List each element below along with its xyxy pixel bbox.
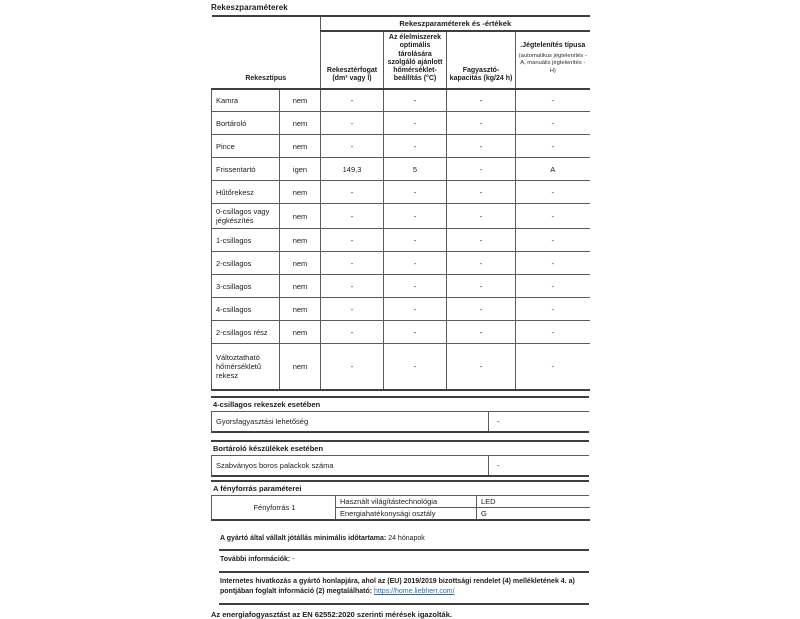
cell-value: - <box>321 344 384 390</box>
light-source-table <box>211 496 590 521</box>
page-title: Rekeszparaméterek <box>211 3 288 12</box>
cell-value: igen <box>280 158 321 181</box>
cell-value: - <box>384 275 447 298</box>
cell-value: - <box>516 321 590 344</box>
section-header: A fényforrás paraméterei <box>211 480 589 496</box>
web-reference-paragraph <box>219 575 589 605</box>
cell-value: - <box>384 112 447 135</box>
cell-value: - <box>447 135 516 158</box>
table-row <box>212 321 590 344</box>
cell-value: - <box>447 321 516 344</box>
cell-value: - <box>516 112 590 135</box>
cell-value: nem <box>280 298 321 321</box>
table-row <box>212 112 590 135</box>
col-header-type: Rekesztípus <box>212 31 321 89</box>
compartment-table <box>211 15 590 391</box>
cell-value: - <box>447 181 516 204</box>
compartment-rows <box>212 89 590 390</box>
cell-value: - <box>321 181 384 204</box>
cell-value: - <box>447 275 516 298</box>
cell-value: nem <box>280 344 321 390</box>
cell-value: - <box>447 252 516 275</box>
cell-value: - <box>321 275 384 298</box>
light-row <box>212 496 590 508</box>
footer-note: Az energiafogyasztást az EN 62552:2020 szerinti mérések igazolták. <box>211 609 452 619</box>
datasheet <box>211 0 589 619</box>
row-label: 3-csillagos <box>212 275 280 298</box>
table-span-header: Rekeszparaméterek és -értékek <box>321 16 590 31</box>
cell-value: 149,3 <box>321 158 384 181</box>
row-label: 4-csillagos <box>212 298 280 321</box>
cell-value: nem <box>280 181 321 204</box>
cell-value: - <box>321 229 384 252</box>
cell-value: - <box>321 298 384 321</box>
table-row <box>212 158 590 181</box>
cell-value: - <box>321 112 384 135</box>
cell-value: - <box>516 252 590 275</box>
light-source-label: Fényforrás 1 <box>212 496 336 520</box>
warranty-paragraph <box>219 532 589 552</box>
table-row <box>212 135 590 158</box>
cell-value: - <box>516 89 590 112</box>
column-header-row <box>212 31 590 89</box>
defrost-title: .Jégtelenítés típusa <box>520 42 586 50</box>
cell-value: - <box>516 298 590 321</box>
section-row-label: Gyorsfagyasztási lehetőség <box>216 416 309 426</box>
col-header-defrost <box>516 31 590 89</box>
more-info-paragraph <box>219 553 589 573</box>
cell-value: nem <box>280 229 321 252</box>
more-info-value: - <box>290 556 295 563</box>
cell-value: - <box>447 298 516 321</box>
cell-value: nem <box>280 321 321 344</box>
light-row-value: G <box>477 507 590 520</box>
cell-value: - <box>384 135 447 158</box>
warranty-label: A gyártó által vállalt jótállás minimális időtartama: <box>220 534 387 542</box>
web-reference-label: Internetes hivatkozás a gyártó honlapjára, ahol az (EU) 2019/2019 bizottsági rendelet (4) mellékletének 4. a) pontjában foglalt információ (2) megtalálható: <box>220 577 575 595</box>
more-info-label: További információk: <box>220 556 291 563</box>
table-row <box>212 298 590 321</box>
cell-value: - <box>321 252 384 275</box>
cell-value: - <box>447 229 516 252</box>
cell-value: nem <box>280 135 321 158</box>
table-row <box>212 252 590 275</box>
row-label: Változtatható hőmérsékletű rekesz <box>212 344 280 390</box>
section-row-value: - <box>488 412 589 431</box>
row-label: Kamra <box>212 89 280 112</box>
cell-value: nem <box>280 252 321 275</box>
light-source-section <box>211 480 589 521</box>
table-row <box>212 344 590 390</box>
cell-value: nem <box>280 275 321 298</box>
cell-value: nem <box>280 112 321 135</box>
manufacturer-website-link[interactable]: https://home.liebherr.com/ <box>374 588 455 595</box>
cell-value: - <box>384 252 447 275</box>
cell-value: - <box>516 204 590 229</box>
cell-value: - <box>384 321 447 344</box>
cell-value: - <box>447 89 516 112</box>
cell-value: 5 <box>384 158 447 181</box>
col-header-temperature: Az élelmiszerek optimális tárolására szolgáló ajánlott hőmérséklet-beállítás (°C) <box>384 31 447 89</box>
col-header-volume: Rekesztérfogat (dm³ vagy l) <box>321 31 384 89</box>
row-label: 2-csillagos rész <box>212 321 280 344</box>
table-row <box>212 275 590 298</box>
light-row-label: Energiahatékonysági osztály <box>336 507 477 520</box>
four-star-section <box>211 396 589 433</box>
empty-header-cell <box>212 16 321 31</box>
cell-value: - <box>447 344 516 390</box>
table-row <box>212 204 590 229</box>
cell-value: - <box>384 229 447 252</box>
warranty-value: 24 hónapok <box>386 534 425 542</box>
row-label: Bortároló <box>212 112 280 135</box>
cell-value: - <box>384 89 447 112</box>
cell-value: - <box>384 181 447 204</box>
defrost-note: (automatikus jégtelenítés - A, manuális jégtelenítés - H) <box>518 52 587 74</box>
col-header-freezing: Fagyasztó-kapacitás (kg/24 h) <box>447 31 516 89</box>
row-label: 2-csillagos <box>212 252 280 275</box>
section-header: Bortároló készülékek esetében <box>211 440 589 456</box>
cell-value: - <box>516 275 590 298</box>
section-row <box>211 412 589 433</box>
light-row-value: LED <box>477 496 590 508</box>
cell-value: - <box>321 321 384 344</box>
section-row <box>211 456 589 477</box>
cell-value: - <box>447 204 516 229</box>
span-header-row <box>212 16 590 31</box>
cell-value: - <box>321 89 384 112</box>
row-label: Frissentartó <box>212 158 280 181</box>
section-row-value: - <box>488 456 589 475</box>
section-row-label: Szabványos boros palackok száma <box>216 460 334 470</box>
row-label: Pince <box>212 135 280 158</box>
cell-value: - <box>447 158 516 181</box>
row-label: 1-csillagos <box>212 229 280 252</box>
cell-value: - <box>516 181 590 204</box>
cell-value: A <box>516 158 590 181</box>
cell-value: - <box>516 229 590 252</box>
cell-value: - <box>384 298 447 321</box>
cell-value: - <box>321 135 384 158</box>
section-header: 4-csillagos rekeszek esetében <box>211 396 589 412</box>
cell-value: nem <box>280 204 321 229</box>
table-row <box>212 229 590 252</box>
light-row-label: Használt világítástechnológia <box>336 496 477 508</box>
wine-section <box>211 440 589 477</box>
table-row <box>212 181 590 204</box>
table-row <box>212 89 590 112</box>
cell-value: - <box>384 204 447 229</box>
row-label: Hűtőrekesz <box>212 181 280 204</box>
row-label: 0-csillagos vagy jégkészítés <box>212 204 280 229</box>
cell-value: - <box>384 344 447 390</box>
cell-value: nem <box>280 89 321 112</box>
cell-value: - <box>447 112 516 135</box>
cell-value: - <box>516 344 590 390</box>
cell-value: - <box>321 204 384 229</box>
cell-value: - <box>516 135 590 158</box>
